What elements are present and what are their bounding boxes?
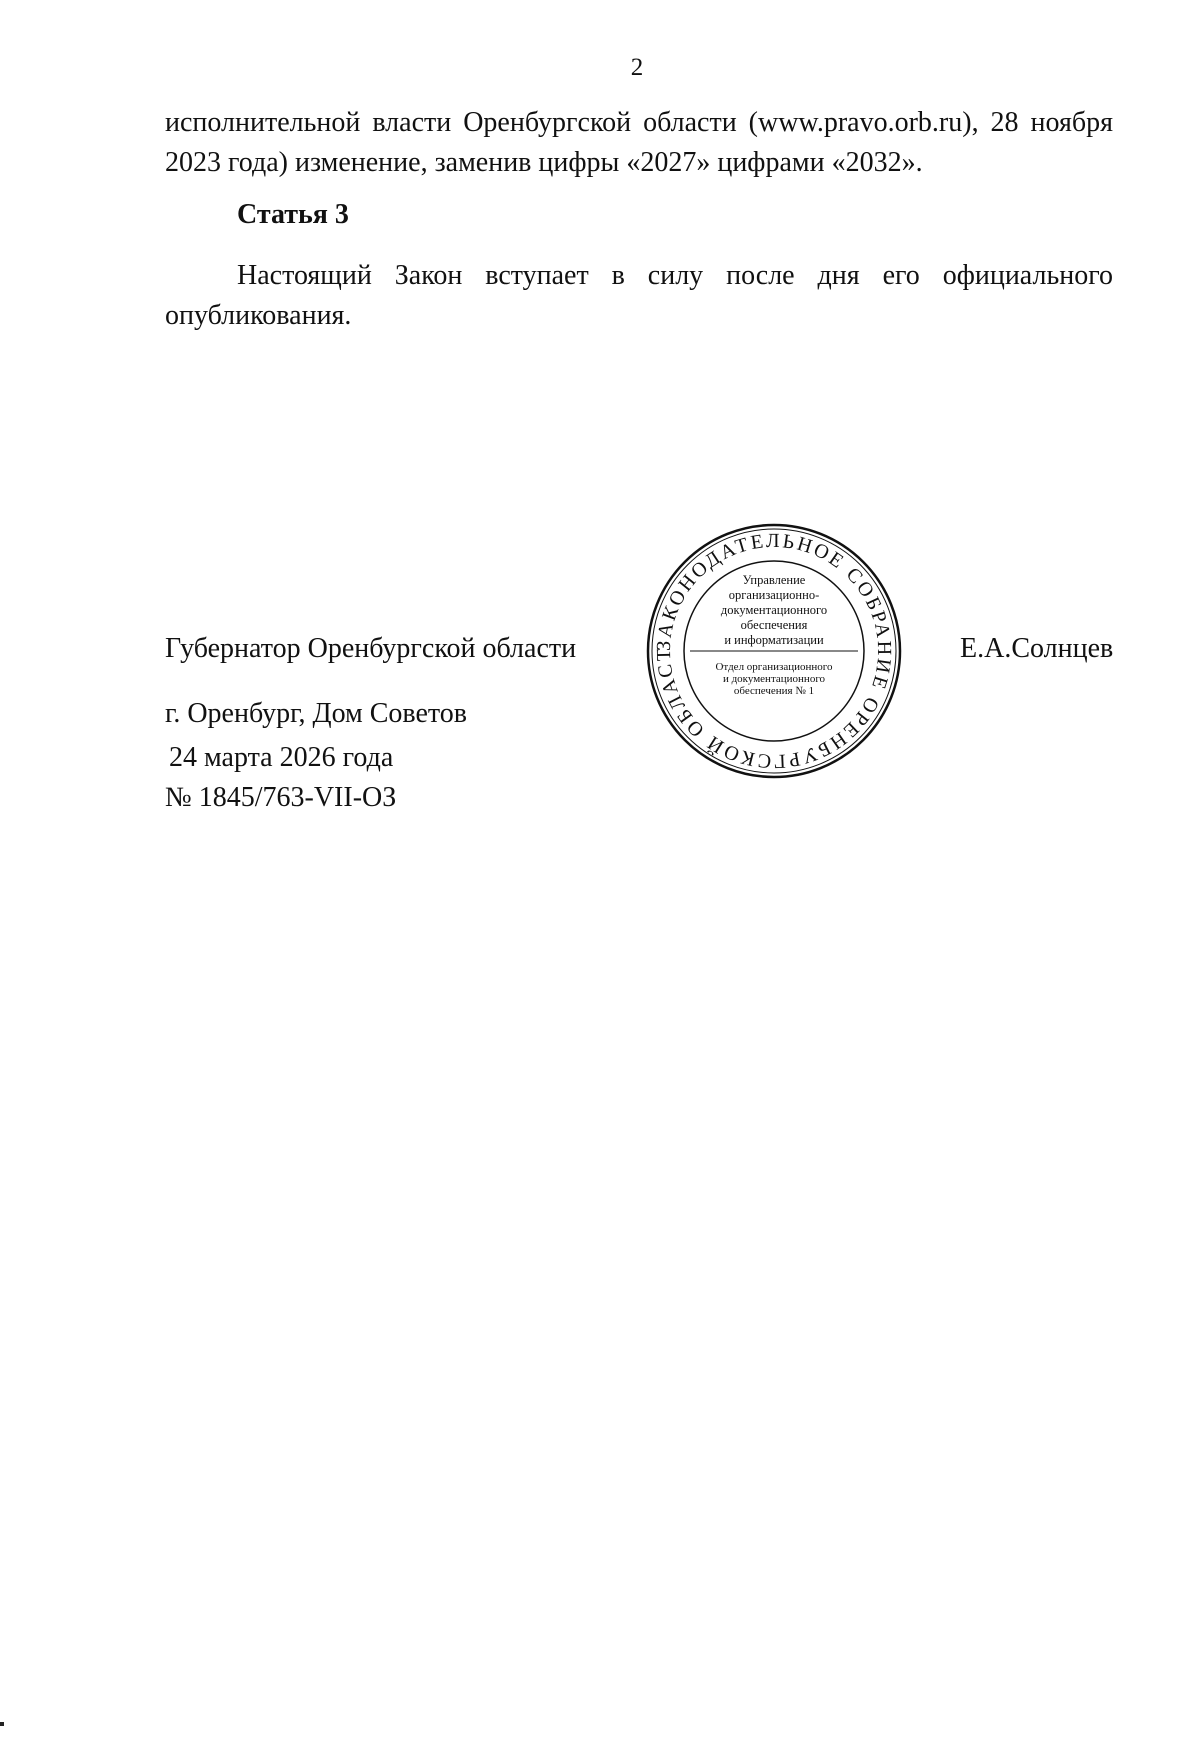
svg-text:ЗАКОНОДАТЕЛЬНОЕ СОБРАНИЕ ОРЕНБ: [645, 522, 895, 772]
stamp-ring-text: ЗАКОНОДАТЕЛЬНОЕ СОБРАНИЕ ОРЕНБУРГСКОЙ ОБЛАСТ: [652, 529, 896, 773]
article-heading: Статья 3: [237, 199, 349, 230]
paragraph-line: исполнительной власти Оренбургской области (www.pravo.orb.ru), 28 ноября: [165, 107, 1113, 138]
stamp-inner-line: обеспечения: [740, 618, 808, 632]
place-of-signing: г. Оренбург, Дом Советов: [165, 698, 467, 729]
law-number: № 1845/763-VII-ОЗ: [165, 782, 397, 813]
page-number: 2: [630, 54, 644, 81]
article-text: [165, 256, 1113, 336]
stamp-inner-line: организационно-: [728, 588, 820, 602]
stamp-inner-line: Отдел организационного: [715, 661, 833, 673]
scan-edge-mark: [0, 1722, 4, 1726]
paragraph-continuation: [165, 103, 1113, 183]
article-line: опубликования.: [165, 300, 352, 331]
stamp-inner-line: документационного: [720, 603, 828, 617]
article-line: Настоящий Закон вступает в силу после дня его официального: [237, 260, 1113, 291]
paragraph-line: 2023 года) изменение, заменив цифры «2027» цифрами «2032».: [165, 147, 923, 178]
stamp-inner-bottom: [715, 661, 833, 697]
stamp-inner-line: и информатизации: [724, 633, 824, 647]
stamp-inner-top: [721, 573, 827, 647]
stamp-inner-line: обеспечения № 1: [733, 685, 815, 697]
official-stamp: [645, 522, 903, 780]
signatory-name: Е.А.Солнцев: [960, 633, 1114, 664]
stamp-inner-line: Управление: [742, 573, 806, 587]
signature-position: Губернатор Оренбургской области: [165, 633, 577, 664]
stamp-inner-line: и документационного: [722, 673, 826, 685]
signing-date: 24 марта 2026 года: [169, 742, 394, 773]
